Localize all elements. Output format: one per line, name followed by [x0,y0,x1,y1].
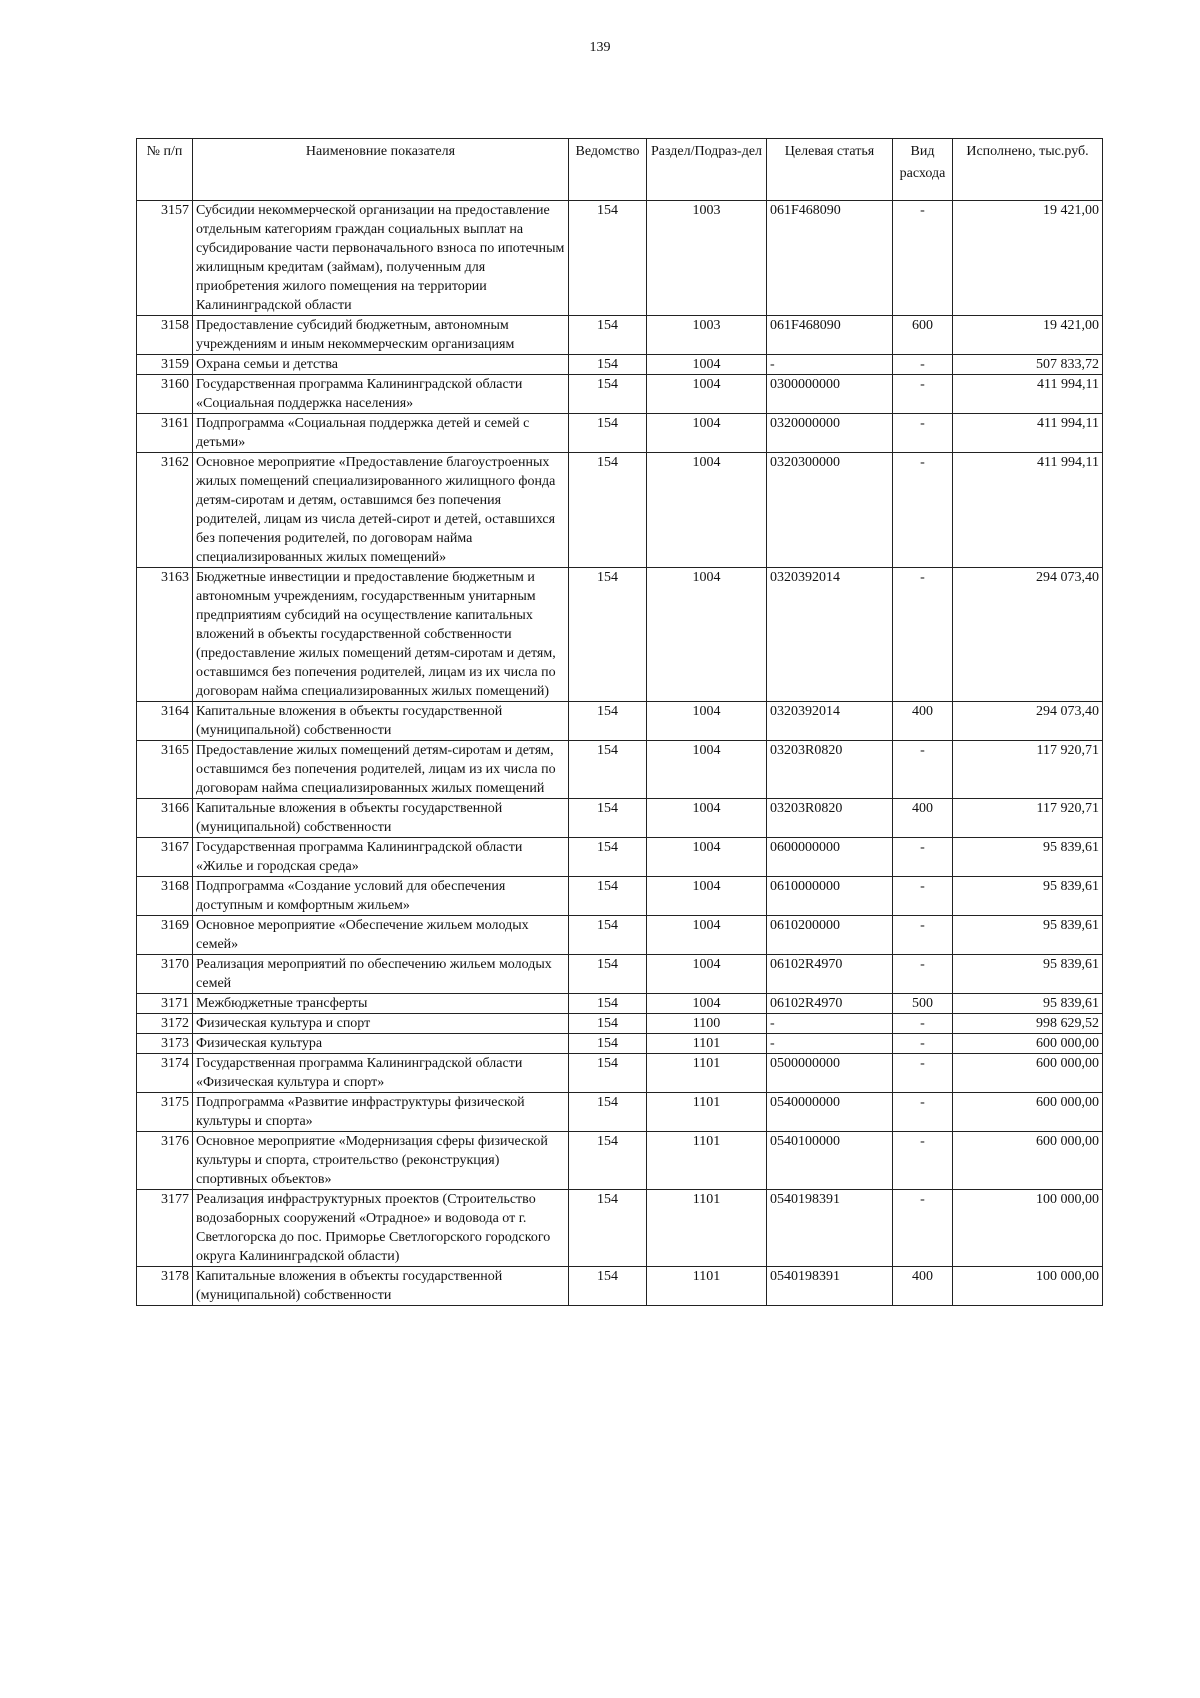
row-number-cell: 3175 [137,1093,193,1132]
table-row [137,1034,1103,1054]
target-article-cell: - [767,1014,893,1034]
indicator-name-cell: Предоставление субсидий бюджетным, автономным учреждениям и иным некоммерческим организациям [193,316,569,355]
target-article-cell: 0540000000 [767,1093,893,1132]
table-row [137,838,1103,877]
executed-amount-cell: 507 833,72 [953,355,1103,375]
indicator-name-cell: Бюджетные инвестиции и предоставление бюджетным и автономным учреждениям, государственным унитарным предприятиям субсидий на осуществление капитальных вложений в объекты государственной собственности (предоставление жилых помещений детям-сиротам и детям, оставшимся без попечения родителей, лицам из их числа по договорам найма специализированных жилых помещений) [193,568,569,702]
target-article-cell: 03203R0820 [767,799,893,838]
target-article-cell: 0600000000 [767,838,893,877]
department-cell: 154 [569,201,647,316]
section-cell: 1004 [647,702,767,741]
indicator-name-cell: Подпрограмма «Развитие инфраструктуры физической культуры и спорта» [193,1093,569,1132]
indicator-name-cell: Подпрограмма «Социальная поддержка детей и семей с детьми» [193,414,569,453]
row-number-cell: 3177 [137,1190,193,1267]
executed-amount-cell: 95 839,61 [953,838,1103,877]
indicator-name-cell: Межбюджетные трансферты [193,994,569,1014]
row-number-cell: 3168 [137,877,193,916]
executed-amount-cell: 117 920,71 [953,741,1103,799]
executed-amount-cell: 411 994,11 [953,414,1103,453]
table-row [137,568,1103,702]
indicator-name-cell: Физическая культура и спорт [193,1014,569,1034]
table-row [137,375,1103,414]
header-executed: Исполнено, тыс.руб. [953,139,1103,201]
target-article-cell: 03203R0820 [767,741,893,799]
section-cell: 1004 [647,799,767,838]
table-row [137,1093,1103,1132]
section-cell: 1004 [647,355,767,375]
section-cell: 1004 [647,877,767,916]
row-number-cell: 3162 [137,453,193,568]
expense-type-cell: 400 [893,1267,953,1306]
executed-amount-cell: 294 073,40 [953,702,1103,741]
indicator-name-cell: Основное мероприятие «Модернизация сферы физической культуры и спорта, строительство (реконструкция) спортивных объектов» [193,1132,569,1190]
executed-amount-cell: 100 000,00 [953,1190,1103,1267]
executed-amount-cell: 117 920,71 [953,799,1103,838]
indicator-name-cell: Физическая культура [193,1034,569,1054]
executed-amount-cell: 600 000,00 [953,1093,1103,1132]
executed-amount-cell: 600 000,00 [953,1054,1103,1093]
executed-amount-cell: 95 839,61 [953,916,1103,955]
page-number: 139 [589,40,611,55]
expense-type-cell: - [893,1190,953,1267]
department-cell: 154 [569,1093,647,1132]
section-cell: 1004 [647,414,767,453]
table-row [137,702,1103,741]
table-row [137,355,1103,375]
header-target-article: Целевая статья [767,139,893,201]
section-cell: 1101 [647,1132,767,1190]
section-cell: 1101 [647,1093,767,1132]
header-indicator-name: Наименовние показателя [193,139,569,201]
department-cell: 154 [569,316,647,355]
row-number-cell: 3160 [137,375,193,414]
expense-type-cell: - [893,955,953,994]
row-number-cell: 3157 [137,201,193,316]
executed-amount-cell: 294 073,40 [953,568,1103,702]
expense-type-cell: - [893,201,953,316]
target-article-cell: - [767,1034,893,1054]
section-cell: 1004 [647,955,767,994]
target-article-cell: 0320300000 [767,453,893,568]
row-number-cell: 3166 [137,799,193,838]
row-number-cell: 3176 [137,1132,193,1190]
table-row [137,453,1103,568]
table-row [137,1014,1103,1034]
row-number-cell: 3163 [137,568,193,702]
expense-type-cell: - [893,414,953,453]
expense-type-cell: - [893,741,953,799]
table-row [137,1267,1103,1306]
expense-type-cell: - [893,916,953,955]
executed-amount-cell: 95 839,61 [953,877,1103,916]
executed-amount-cell: 19 421,00 [953,201,1103,316]
department-cell: 154 [569,414,647,453]
row-number-cell: 3159 [137,355,193,375]
executed-amount-cell: 998 629,52 [953,1014,1103,1034]
section-cell: 1101 [647,1034,767,1054]
section-cell: 1004 [647,741,767,799]
department-cell: 154 [569,1034,647,1054]
table-header-row [137,139,1103,201]
section-cell: 1004 [647,838,767,877]
section-cell: 1101 [647,1267,767,1306]
row-number-cell: 3178 [137,1267,193,1306]
expense-type-cell: - [893,1054,953,1093]
executed-amount-cell: 95 839,61 [953,955,1103,994]
target-article-cell: 0610000000 [767,877,893,916]
indicator-name-cell: Государственная программа Калининградской области «Физическая культура и спорт» [193,1054,569,1093]
target-article-cell: 0540198391 [767,1267,893,1306]
target-article-cell: - [767,355,893,375]
target-article-cell: 06102R4970 [767,955,893,994]
department-cell: 154 [569,702,647,741]
budget-execution-table [136,138,1103,1306]
expense-type-cell: 400 [893,702,953,741]
department-cell: 154 [569,1190,647,1267]
executed-amount-cell: 600 000,00 [953,1132,1103,1190]
section-cell: 1004 [647,994,767,1014]
executed-amount-cell: 95 839,61 [953,994,1103,1014]
department-cell: 154 [569,799,647,838]
department-cell: 154 [569,955,647,994]
department-cell: 154 [569,741,647,799]
indicator-name-cell: Охрана семьи и детства [193,355,569,375]
expense-type-cell: - [893,838,953,877]
expense-type-cell: - [893,355,953,375]
indicator-name-cell: Подпрограмма «Создание условий для обеспечения доступным и комфортным жильем» [193,877,569,916]
table-row [137,1190,1103,1267]
target-article-cell: 06102R4970 [767,994,893,1014]
table-row [137,994,1103,1014]
department-cell: 154 [569,1014,647,1034]
department-cell: 154 [569,375,647,414]
department-cell: 154 [569,916,647,955]
target-article-cell: 0610200000 [767,916,893,955]
table-row [137,799,1103,838]
target-article-cell: 061F468090 [767,316,893,355]
target-article-cell: 0540198391 [767,1190,893,1267]
section-cell: 1004 [647,453,767,568]
target-article-cell: 0320392014 [767,568,893,702]
row-number-cell: 3172 [137,1014,193,1034]
executed-amount-cell: 600 000,00 [953,1034,1103,1054]
indicator-name-cell: Государственная программа Калининградской области «Социальная поддержка населения» [193,375,569,414]
department-cell: 154 [569,994,647,1014]
indicator-name-cell: Капитальные вложения в объекты государственной (муниципальной) собственности [193,1267,569,1306]
expense-type-cell: 400 [893,799,953,838]
table-row [137,916,1103,955]
indicator-name-cell: Реализация мероприятий по обеспечению жильем молодых семей [193,955,569,994]
executed-amount-cell: 100 000,00 [953,1267,1103,1306]
row-number-cell: 3173 [137,1034,193,1054]
row-number-cell: 3164 [137,702,193,741]
table-row [137,414,1103,453]
table-row [137,1132,1103,1190]
row-number-cell: 3171 [137,994,193,1014]
table-row [137,1054,1103,1093]
expense-type-cell: - [893,453,953,568]
indicator-name-cell: Государственная программа Калининградской области «Жилье и городская среда» [193,838,569,877]
expense-type-cell: - [893,877,953,916]
section-cell: 1101 [647,1054,767,1093]
header-expense-type: Вид расхода [893,139,953,201]
table-row [137,741,1103,799]
row-number-cell: 3167 [137,838,193,877]
indicator-name-cell: Предоставление жилых помещений детям-сиротам и детям, оставшимся без попечения родителей, лицам из их числа по договорам найма специализированных жилых помещений [193,741,569,799]
department-cell: 154 [569,877,647,916]
department-cell: 154 [569,1132,647,1190]
section-cell: 1101 [647,1190,767,1267]
section-cell: 1003 [647,201,767,316]
table-row [137,201,1103,316]
section-cell: 1004 [647,916,767,955]
target-article-cell: 0500000000 [767,1054,893,1093]
executed-amount-cell: 411 994,11 [953,453,1103,568]
section-cell: 1003 [647,316,767,355]
indicator-name-cell: Капитальные вложения в объекты государственной (муниципальной) собственности [193,702,569,741]
indicator-name-cell: Основное мероприятие «Предоставление благоустроенных жилых помещений специализированного жилищного фонда детям-сиротам и детям, оставшимся без попечения родителей, лицам из числа детей-сирот и детей, оставшихся без попечения родителей, по договорам найма специализированных жилых помещений» [193,453,569,568]
table-row [137,316,1103,355]
row-number-cell: 3161 [137,414,193,453]
table-row [137,877,1103,916]
header-row-number: № п/п [137,139,193,201]
expense-type-cell: - [893,375,953,414]
department-cell: 154 [569,1054,647,1093]
row-number-cell: 3174 [137,1054,193,1093]
target-article-cell: 0320000000 [767,414,893,453]
expense-type-cell: - [893,1014,953,1034]
indicator-name-cell: Субсидии некоммерческой организации на предоставление отдельным категориям граждан социальных выплат на субсидирование части первоначального взноса по ипотечным жилищным кредитам (займам), полученным для приобретения жилого помещения на территории Калининградской области [193,201,569,316]
expense-type-cell: - [893,1093,953,1132]
expense-type-cell: - [893,1132,953,1190]
department-cell: 154 [569,838,647,877]
row-number-cell: 3169 [137,916,193,955]
department-cell: 154 [569,568,647,702]
row-number-cell: 3158 [137,316,193,355]
target-article-cell: 0300000000 [767,375,893,414]
target-article-cell: 061F468090 [767,201,893,316]
section-cell: 1100 [647,1014,767,1034]
expense-type-cell: - [893,568,953,702]
table-body [137,201,1103,1306]
target-article-cell: 0320392014 [767,702,893,741]
indicator-name-cell: Основное мероприятие «Обеспечение жильем молодых семей» [193,916,569,955]
row-number-cell: 3165 [137,741,193,799]
department-cell: 154 [569,1267,647,1306]
executed-amount-cell: 19 421,00 [953,316,1103,355]
header-section: Раздел/Подраз-дел [647,139,767,201]
indicator-name-cell: Капитальные вложения в объекты государственной (муниципальной) собственности [193,799,569,838]
executed-amount-cell: 411 994,11 [953,375,1103,414]
expense-type-cell: 500 [893,994,953,1014]
table-row [137,955,1103,994]
department-cell: 154 [569,355,647,375]
row-number-cell: 3170 [137,955,193,994]
expense-type-cell: - [893,1034,953,1054]
section-cell: 1004 [647,568,767,702]
department-cell: 154 [569,453,647,568]
target-article-cell: 0540100000 [767,1132,893,1190]
indicator-name-cell: Реализация инфраструктурных проектов (Строительство водозаборных сооружений «Отрадное» и водовода от г. Светлогорска до пос. Приморье Светлогорского городского округа Калининградской области) [193,1190,569,1267]
expense-type-cell: 600 [893,316,953,355]
header-department: Ведомство [569,139,647,201]
section-cell: 1004 [647,375,767,414]
